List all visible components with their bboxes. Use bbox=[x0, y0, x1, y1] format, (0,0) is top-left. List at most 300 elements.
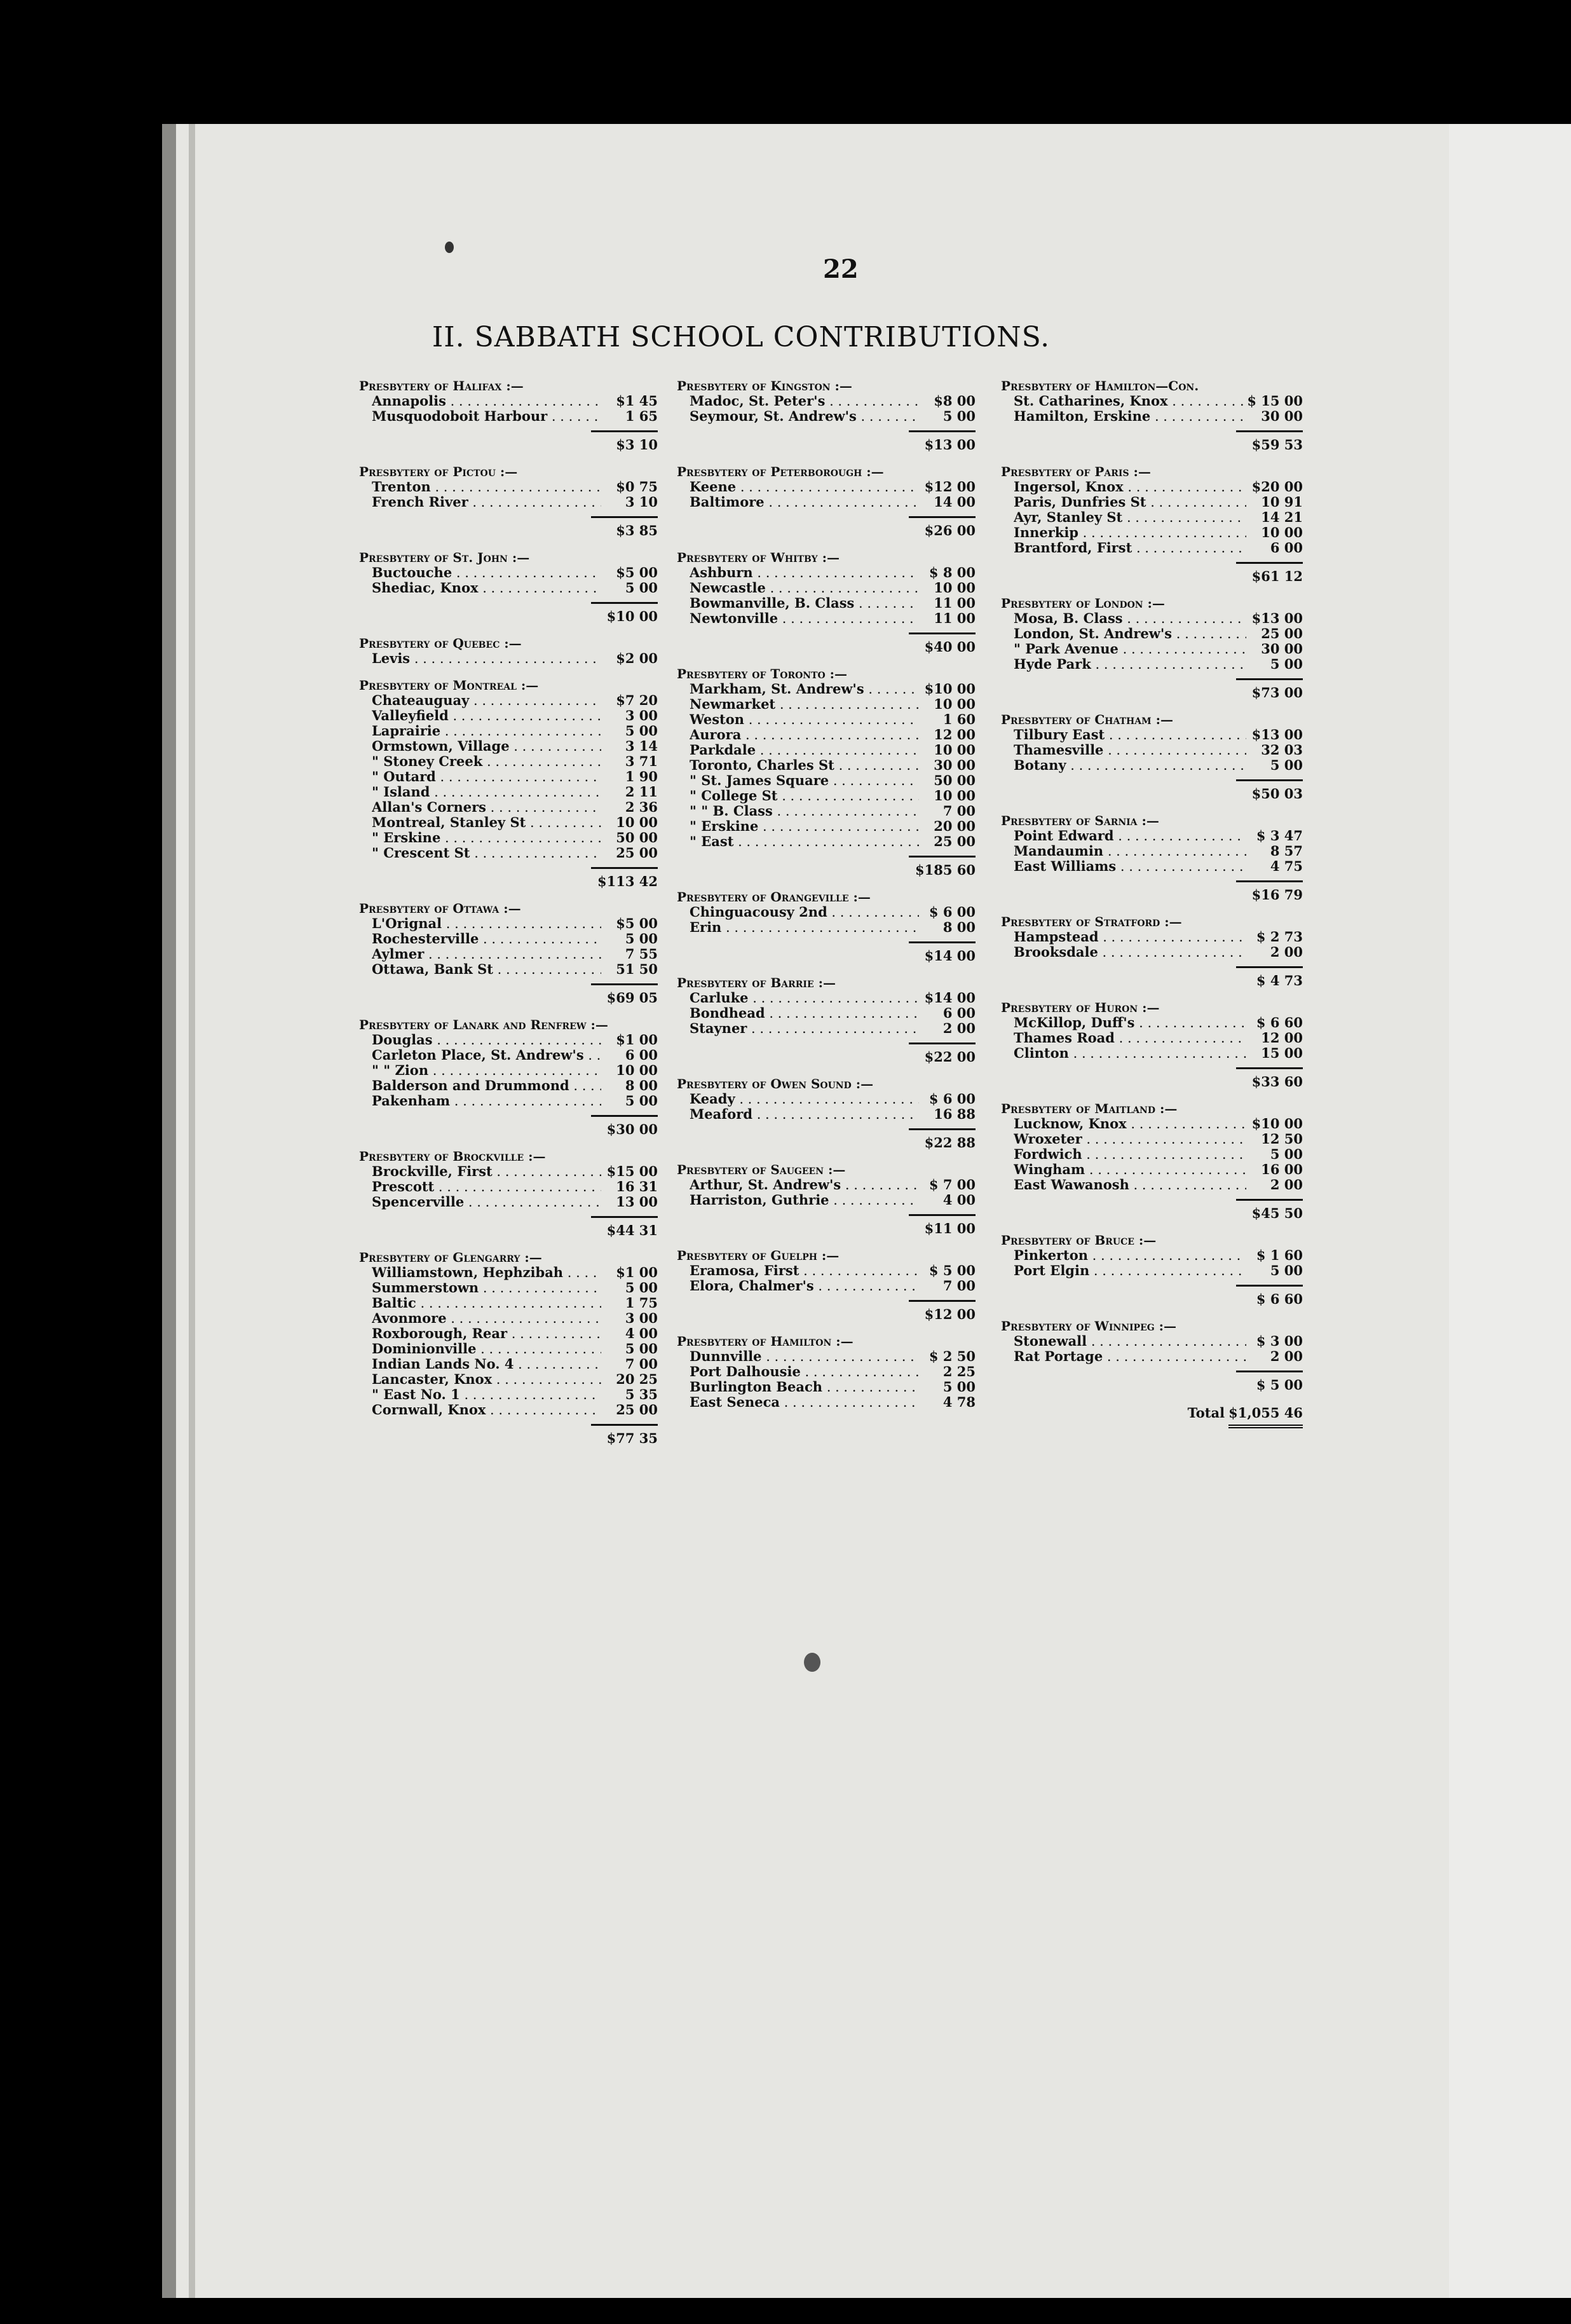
congregation-name: " Crescent St . . . bbox=[372, 845, 601, 861]
presbytery-total: $185 60 bbox=[909, 856, 976, 878]
presbytery-group bbox=[670, 1162, 976, 1236]
contribution-row bbox=[995, 409, 1303, 424]
grand-total bbox=[995, 1405, 1303, 1428]
contribution-row bbox=[670, 1091, 976, 1107]
contribution-amount: $13 00 bbox=[1251, 727, 1303, 742]
contribution-row bbox=[670, 409, 976, 424]
congregation-name: Musquodoboit Harbour . . . bbox=[372, 409, 601, 424]
contribution-row bbox=[670, 1177, 976, 1193]
congregation-name: Ingersol, Knox . . . bbox=[1014, 479, 1246, 495]
congregation-name: L'Orignal . . . bbox=[372, 916, 601, 931]
congregation-name: Madoc, St. Peter's . . . bbox=[690, 393, 919, 409]
contribution-amount: 6 00 bbox=[942, 1005, 976, 1021]
contribution-row bbox=[995, 495, 1303, 510]
contribution-row bbox=[995, 1015, 1303, 1030]
congregation-name: Chateauguay . . . bbox=[372, 693, 601, 708]
contribution-amount: 25 00 bbox=[616, 1402, 658, 1418]
contribution-amount: $ 6 00 bbox=[928, 904, 976, 920]
contribution-row bbox=[995, 611, 1303, 626]
contribution-row bbox=[670, 1193, 976, 1208]
congregation-name: Eramosa, First . . . bbox=[690, 1263, 919, 1278]
congregation-name: Ottawa, Bank St . . . bbox=[372, 962, 601, 977]
congregation-name: London, St. Andrew's . . . bbox=[1014, 626, 1246, 641]
presbytery-heading: Presbytery of Brockville :— bbox=[359, 1149, 546, 1164]
congregation-name: Ashburn . . . bbox=[690, 565, 919, 580]
congregation-name: Point Edward . . . bbox=[1014, 828, 1246, 844]
contribution-row bbox=[353, 784, 658, 800]
contribution-amount: 3 71 bbox=[625, 753, 658, 769]
congregation-name: Fordwich . . . bbox=[1014, 1147, 1246, 1162]
presbytery-group bbox=[670, 1076, 976, 1151]
contribution-row bbox=[670, 788, 976, 803]
contribution-row bbox=[995, 657, 1303, 672]
contribution-row bbox=[353, 1311, 658, 1326]
presbytery-group bbox=[353, 464, 658, 538]
contribution-amount: 1 75 bbox=[625, 1295, 658, 1311]
contribution-row bbox=[353, 1093, 658, 1109]
scan-speck bbox=[804, 1653, 820, 1672]
contribution-row bbox=[995, 929, 1303, 945]
congregation-name: Botany . . . bbox=[1014, 758, 1246, 773]
contribution-amount: 16 00 bbox=[1261, 1161, 1303, 1177]
contribution-amount: 50 00 bbox=[934, 772, 976, 788]
presbytery-heading: Presbytery of Huron :— bbox=[1001, 1000, 1160, 1015]
congregation-name: Avonmore . . . bbox=[372, 1311, 601, 1326]
congregation-name: Roxborough, Rear . . . bbox=[372, 1326, 601, 1341]
contribution-row bbox=[995, 641, 1303, 657]
contribution-row bbox=[670, 1278, 976, 1294]
contribution-row bbox=[670, 611, 976, 626]
contribution-amount: 8 00 bbox=[625, 1077, 658, 1093]
congregation-name: Trenton . . . bbox=[372, 479, 601, 495]
presbytery-total: $ 4 73 bbox=[1236, 966, 1303, 988]
presbytery-group bbox=[995, 1233, 1303, 1307]
congregation-name: Mosa, B. Class . . . bbox=[1014, 611, 1246, 626]
congregation-name: Buctouche . . . bbox=[372, 565, 601, 580]
congregation-name: " Erskine . . . bbox=[372, 830, 601, 845]
presbytery-heading: Presbytery of Stratford :— bbox=[1001, 914, 1182, 929]
congregation-name: Toronto, Charles St . . . bbox=[690, 758, 919, 773]
contribution-row bbox=[995, 1263, 1303, 1278]
contribution-amount: $10 00 bbox=[924, 681, 976, 697]
contribution-amount: $14 00 bbox=[924, 990, 976, 1006]
contribution-row bbox=[670, 1349, 976, 1364]
contribution-row bbox=[353, 693, 658, 708]
contribution-row bbox=[670, 727, 976, 742]
contribution-amount: 32 03 bbox=[1261, 742, 1303, 758]
contribution-row bbox=[353, 1387, 658, 1402]
contribution-row bbox=[670, 1364, 976, 1379]
contribution-row bbox=[353, 1032, 658, 1048]
contribution-row bbox=[353, 1063, 658, 1078]
presbytery-total: $40 00 bbox=[909, 632, 976, 655]
contribution-row bbox=[670, 565, 976, 580]
contribution-amount: 4 00 bbox=[942, 1192, 976, 1208]
congregation-name: Thamesville . . . bbox=[1014, 742, 1246, 758]
contribution-row bbox=[670, 990, 976, 1006]
contribution-amount: 12 00 bbox=[1261, 1030, 1303, 1046]
contribution-amount: 10 00 bbox=[1261, 524, 1303, 540]
presbytery-total: $30 00 bbox=[591, 1115, 658, 1137]
contribution-amount: 1 90 bbox=[625, 769, 658, 784]
contribution-amount: $ 3 47 bbox=[1256, 828, 1303, 844]
contribution-amount: 7 55 bbox=[625, 946, 658, 962]
presbytery-total: $77 35 bbox=[591, 1424, 658, 1446]
contribution-row bbox=[353, 1357, 658, 1372]
contribution-row bbox=[353, 1265, 658, 1280]
presbytery-heading: Presbytery of Toronto :— bbox=[677, 666, 848, 681]
grand-total-amount: $1,055 46 bbox=[1228, 1405, 1303, 1428]
congregation-name: Baltimore . . . bbox=[690, 495, 919, 510]
contribution-row bbox=[353, 947, 658, 962]
congregation-name: Port Elgin . . . bbox=[1014, 1263, 1246, 1278]
presbytery-heading: Presbytery of Orangeville :— bbox=[677, 889, 871, 905]
contribution-amount: 5 00 bbox=[942, 408, 976, 424]
contribution-amount: 4 75 bbox=[1270, 858, 1303, 874]
contribution-amount: 30 00 bbox=[1261, 408, 1303, 424]
contribution-amount: $8 00 bbox=[934, 393, 976, 409]
congregation-name: Indian Lands No. 4 . . . bbox=[372, 1357, 601, 1372]
contribution-row bbox=[670, 1006, 976, 1021]
contribution-amount: $ 6 00 bbox=[928, 1091, 976, 1107]
contribution-row bbox=[995, 727, 1303, 742]
contribution-amount: 2 11 bbox=[625, 784, 658, 800]
contribution-amount: $1 00 bbox=[616, 1264, 658, 1280]
section-title: II. SABBATH SCHOOL CONTRIBUTIONS. bbox=[432, 321, 1051, 353]
contribution-amount: 5 00 bbox=[625, 580, 658, 596]
contribution-row bbox=[995, 758, 1303, 773]
contribution-amount: 6 00 bbox=[625, 1047, 658, 1063]
contribution-amount: $ 2 50 bbox=[928, 1348, 976, 1364]
contribution-amount: 4 78 bbox=[942, 1394, 976, 1410]
presbytery-total: $50 03 bbox=[1236, 779, 1303, 802]
contribution-row bbox=[353, 931, 658, 947]
congregation-name: " St. James Square . . . bbox=[690, 773, 919, 788]
contribution-row bbox=[353, 800, 658, 815]
adjacent-page-edge bbox=[1443, 124, 1571, 2298]
presbytery-group bbox=[353, 901, 658, 1006]
contribution-amount: $ 8 00 bbox=[928, 564, 976, 580]
contribution-row bbox=[995, 844, 1303, 859]
presbytery-total: $73 00 bbox=[1236, 678, 1303, 701]
contribution-amount: 5 00 bbox=[1270, 1146, 1303, 1162]
presbytery-heading: Presbytery of Hamilton—Con. bbox=[1001, 378, 1199, 393]
presbytery-heading: Presbytery of Pictou :— bbox=[359, 464, 518, 479]
contribution-row bbox=[353, 916, 658, 931]
congregation-name: " College St . . . bbox=[690, 788, 919, 803]
contribution-amount: 5 00 bbox=[625, 723, 658, 739]
presbytery-total: $16 79 bbox=[1236, 880, 1303, 903]
contribution-amount: 5 00 bbox=[1270, 757, 1303, 773]
presbytery-group bbox=[670, 975, 976, 1065]
congregation-name: Laprairie . . . bbox=[372, 723, 601, 739]
contribution-amount: 11 00 bbox=[934, 610, 976, 626]
contribution-amount: 10 00 bbox=[934, 788, 976, 803]
contribution-row bbox=[353, 1295, 658, 1311]
presbytery-group bbox=[995, 464, 1303, 584]
contribution-row bbox=[353, 409, 658, 424]
congregation-name: Lancaster, Knox . . . bbox=[372, 1372, 601, 1387]
contribution-row bbox=[995, 1248, 1303, 1263]
congregation-name: Bondhead . . . bbox=[690, 1006, 919, 1021]
contribution-row bbox=[670, 920, 976, 935]
congregation-name: Tilbury East . . . bbox=[1014, 727, 1246, 742]
contribution-row bbox=[353, 1372, 658, 1387]
contribution-amount: $7 20 bbox=[616, 692, 658, 708]
contribution-amount: $20 00 bbox=[1251, 479, 1303, 495]
congregation-name: Montreal, Stanley St . . . bbox=[372, 815, 601, 830]
contribution-row bbox=[353, 495, 658, 510]
contribution-amount: 10 00 bbox=[934, 580, 976, 596]
scan-speck bbox=[445, 242, 454, 253]
congregation-name: Ormstown, Village . . . bbox=[372, 739, 601, 754]
presbytery-total: $ 5 00 bbox=[1236, 1370, 1303, 1393]
congregation-name: Paris, Dunfries St . . . bbox=[1014, 495, 1246, 510]
congregation-name: " " B. Class . . . bbox=[690, 803, 919, 819]
congregation-name: " East . . . bbox=[690, 834, 919, 849]
congregation-name: Valleyfield . . . bbox=[372, 708, 601, 723]
contribution-amount: $10 00 bbox=[1251, 1116, 1303, 1131]
presbytery-group bbox=[995, 914, 1303, 988]
presbytery-total: $33 60 bbox=[1236, 1067, 1303, 1090]
contribution-row bbox=[670, 479, 976, 495]
presbytery-total: $3 85 bbox=[591, 516, 658, 538]
contribution-row bbox=[995, 1162, 1303, 1177]
contribution-amount: 5 35 bbox=[625, 1386, 658, 1402]
contribution-amount: $ 7 00 bbox=[928, 1177, 976, 1193]
contribution-amount: 7 00 bbox=[942, 1278, 976, 1294]
presbytery-heading: Presbytery of Maitland :— bbox=[1001, 1101, 1178, 1116]
contribution-row bbox=[670, 712, 976, 727]
contribution-amount: 10 00 bbox=[616, 1062, 658, 1078]
congregation-name: Bowmanville, B. Class . . . bbox=[690, 596, 919, 611]
contribution-amount: 3 14 bbox=[625, 738, 658, 754]
contribution-row bbox=[670, 742, 976, 758]
presbytery-group bbox=[995, 1000, 1303, 1090]
congregation-name: McKillop, Duff's . . . bbox=[1014, 1015, 1246, 1030]
contribution-amount: 51 50 bbox=[616, 961, 658, 977]
contribution-row bbox=[995, 540, 1303, 556]
contribution-amount: $ 15 00 bbox=[1247, 393, 1303, 409]
congregation-name: " Stoney Creek . . . bbox=[372, 754, 601, 769]
presbytery-total: $12 00 bbox=[909, 1300, 976, 1322]
contribution-amount: 2 00 bbox=[942, 1020, 976, 1036]
presbytery-group bbox=[670, 378, 976, 453]
congregation-name: East Seneca . . . bbox=[690, 1395, 919, 1410]
contribution-amount: 10 00 bbox=[934, 742, 976, 758]
presbytery-group bbox=[995, 712, 1303, 802]
contribution-amount: $ 6 60 bbox=[1256, 1015, 1303, 1030]
contribution-amount: $5 00 bbox=[616, 564, 658, 580]
contribution-amount: $5 00 bbox=[616, 915, 658, 931]
presbytery-group bbox=[353, 1149, 658, 1238]
contribution-row bbox=[670, 1107, 976, 1122]
presbytery-group bbox=[353, 678, 658, 889]
contribution-amount: 2 25 bbox=[942, 1364, 976, 1379]
presbytery-total: $14 00 bbox=[909, 941, 976, 964]
congregation-name: " Park Avenue . . . bbox=[1014, 641, 1246, 657]
contribution-amount: 8 57 bbox=[1270, 843, 1303, 859]
contribution-row bbox=[995, 1177, 1303, 1193]
congregation-name: Carleton Place, St. Andrew's . . . bbox=[372, 1048, 601, 1063]
contribution-row bbox=[353, 393, 658, 409]
congregation-name: Rochesterville . . . bbox=[372, 931, 601, 947]
presbytery-total: $11 00 bbox=[909, 1214, 976, 1236]
presbytery-heading: Presbytery of Ottawa :— bbox=[359, 901, 521, 916]
congregation-name: Harriston, Guthrie . . . bbox=[690, 1193, 919, 1208]
presbytery-group bbox=[670, 889, 976, 964]
congregation-name: Brooksdale . . . bbox=[1014, 945, 1246, 960]
contribution-amount: 25 00 bbox=[934, 833, 976, 849]
contribution-row bbox=[353, 723, 658, 739]
contribution-row bbox=[670, 1021, 976, 1036]
presbytery-group bbox=[995, 813, 1303, 903]
contribution-amount: 3 00 bbox=[625, 1310, 658, 1326]
congregation-name: Dunnville . . . bbox=[690, 1349, 919, 1364]
contribution-amount: 12 50 bbox=[1261, 1131, 1303, 1147]
congregation-name: Brockville, First . . . bbox=[372, 1164, 601, 1179]
contribution-row bbox=[670, 905, 976, 920]
congregation-name: Hampstead . . . bbox=[1014, 929, 1246, 945]
contribution-amount: 5 00 bbox=[625, 1341, 658, 1357]
congregation-name: Balderson and Drummond . . . bbox=[372, 1078, 601, 1093]
congregation-name: " Erskine . . . bbox=[690, 819, 919, 834]
contribution-row bbox=[353, 580, 658, 596]
presbytery-heading: Presbytery of London :— bbox=[1001, 596, 1165, 611]
contribution-amount: 16 31 bbox=[616, 1179, 658, 1194]
congregation-name: Levis . . . bbox=[372, 651, 601, 666]
presbytery-group bbox=[670, 464, 976, 538]
contribution-amount: 13 00 bbox=[616, 1194, 658, 1210]
contribution-amount: $13 00 bbox=[1251, 610, 1303, 626]
presbytery-heading: Presbytery of Montreal :— bbox=[359, 678, 539, 693]
contribution-row bbox=[670, 803, 976, 819]
contribution-amount: 3 00 bbox=[625, 707, 658, 723]
presbytery-group bbox=[670, 1334, 976, 1410]
contribution-amount: 5 00 bbox=[625, 1093, 658, 1109]
presbytery-heading: Presbytery of Glengarry :— bbox=[359, 1250, 542, 1265]
contribution-row bbox=[670, 681, 976, 697]
contribution-row bbox=[995, 626, 1303, 641]
presbytery-heading: Presbytery of Whitby :— bbox=[677, 550, 840, 565]
contribution-row bbox=[353, 815, 658, 830]
contribution-row bbox=[353, 1179, 658, 1194]
page-number: 22 bbox=[823, 254, 859, 284]
contribution-row bbox=[670, 596, 976, 611]
contribution-amount: 12 00 bbox=[934, 727, 976, 742]
contribution-amount: 25 00 bbox=[1261, 625, 1303, 641]
congregation-name: Prescott . . . bbox=[372, 1179, 601, 1194]
congregation-name: East Williams . . . bbox=[1014, 859, 1246, 874]
column-3 bbox=[995, 378, 1303, 1428]
congregation-name: Thames Road . . . bbox=[1014, 1030, 1246, 1046]
contribution-row bbox=[353, 1194, 658, 1210]
contribution-row bbox=[353, 1341, 658, 1357]
contribution-amount: $ 1 60 bbox=[1256, 1247, 1303, 1263]
presbytery-group bbox=[353, 378, 658, 453]
contribution-amount: 5 00 bbox=[1270, 656, 1303, 672]
presbytery-total: $45 50 bbox=[1236, 1199, 1303, 1221]
contribution-row bbox=[670, 697, 976, 712]
congregation-name: Summerstown . . . bbox=[372, 1280, 601, 1295]
presbytery-heading: Presbytery of St. John :— bbox=[359, 550, 530, 565]
contribution-amount: 2 00 bbox=[1270, 1348, 1303, 1364]
presbytery-total: $22 00 bbox=[909, 1042, 976, 1065]
contribution-amount: $15 00 bbox=[606, 1163, 658, 1179]
contribution-amount: 50 00 bbox=[616, 830, 658, 845]
contribution-row bbox=[353, 739, 658, 754]
congregation-name: French River . . . bbox=[372, 495, 601, 510]
presbytery-heading: Presbytery of Barrie :— bbox=[677, 975, 836, 990]
congregation-name: Newtonville . . . bbox=[690, 611, 919, 626]
contribution-row bbox=[995, 1334, 1303, 1349]
congregation-name: Arthur, St. Andrew's . . . bbox=[690, 1177, 919, 1193]
congregation-name: Meaford . . . bbox=[690, 1107, 919, 1122]
congregation-name: St. Catharines, Knox . . . bbox=[1014, 393, 1244, 409]
presbytery-total: $13 00 bbox=[909, 430, 976, 453]
contribution-row bbox=[353, 565, 658, 580]
contribution-row bbox=[353, 1280, 658, 1295]
congregation-name: Newcastle . . . bbox=[690, 580, 919, 596]
contribution-amount: $1 00 bbox=[616, 1032, 658, 1048]
column-2 bbox=[670, 378, 976, 1421]
contribution-amount: 5 00 bbox=[625, 1280, 658, 1295]
congregation-name: Rat Portage . . . bbox=[1014, 1349, 1246, 1364]
contribution-amount: 2 36 bbox=[625, 799, 658, 815]
presbytery-heading: Presbytery of Lanark and Renfrew :— bbox=[359, 1017, 608, 1032]
contribution-amount: 2 00 bbox=[1270, 944, 1303, 960]
contribution-row bbox=[353, 845, 658, 861]
contribution-row bbox=[670, 393, 976, 409]
congregation-name: Innerkip . . . bbox=[1014, 525, 1246, 540]
congregation-name: " Outard . . . bbox=[372, 769, 601, 784]
contribution-row bbox=[353, 479, 658, 495]
congregation-name: Williamstown, Hephzibah . . . bbox=[372, 1265, 601, 1280]
contribution-amount: 5 00 bbox=[942, 1379, 976, 1395]
contribution-amount: 20 00 bbox=[934, 818, 976, 834]
contribution-amount: 7 00 bbox=[625, 1356, 658, 1372]
contribution-amount: $12 00 bbox=[924, 479, 976, 495]
congregation-name: Hamilton, Erskine . . . bbox=[1014, 409, 1246, 424]
contribution-amount: 14 21 bbox=[1261, 509, 1303, 525]
congregation-name: Mandaumin . . . bbox=[1014, 844, 1246, 859]
presbytery-total: $61 12 bbox=[1236, 562, 1303, 584]
congregation-name: Newmarket . . . bbox=[690, 697, 919, 712]
presbytery-heading: Presbytery of Sarnia :— bbox=[1001, 813, 1159, 828]
contribution-row bbox=[995, 393, 1303, 409]
presbytery-total: $22 88 bbox=[909, 1128, 976, 1151]
congregation-name: Clinton . . . bbox=[1014, 1046, 1246, 1061]
congregation-name: Dominionville . . . bbox=[372, 1341, 601, 1357]
congregation-name: Allan's Corners . . . bbox=[372, 800, 601, 815]
congregation-name: Wroxeter . . . bbox=[1014, 1131, 1246, 1147]
congregation-name: Pakenham . . . bbox=[372, 1093, 601, 1109]
congregation-name: Carluke . . . bbox=[690, 990, 919, 1006]
contribution-amount: 20 25 bbox=[616, 1371, 658, 1387]
contribution-amount: 11 00 bbox=[934, 595, 976, 611]
contribution-amount: 10 91 bbox=[1261, 494, 1303, 510]
contribution-row bbox=[995, 510, 1303, 525]
presbytery-total: $26 00 bbox=[909, 516, 976, 538]
congregation-name: Ayr, Stanley St . . . bbox=[1014, 510, 1246, 525]
presbytery-group bbox=[670, 550, 976, 655]
presbytery-heading: Presbytery of Paris :— bbox=[1001, 464, 1151, 479]
grand-total-label: Total bbox=[1187, 1405, 1225, 1421]
contribution-amount: $ 3 00 bbox=[1256, 1333, 1303, 1349]
congregation-name: Wingham . . . bbox=[1014, 1162, 1246, 1177]
congregation-name: " East No. 1 . . . bbox=[372, 1387, 601, 1402]
contribution-row bbox=[670, 834, 976, 849]
